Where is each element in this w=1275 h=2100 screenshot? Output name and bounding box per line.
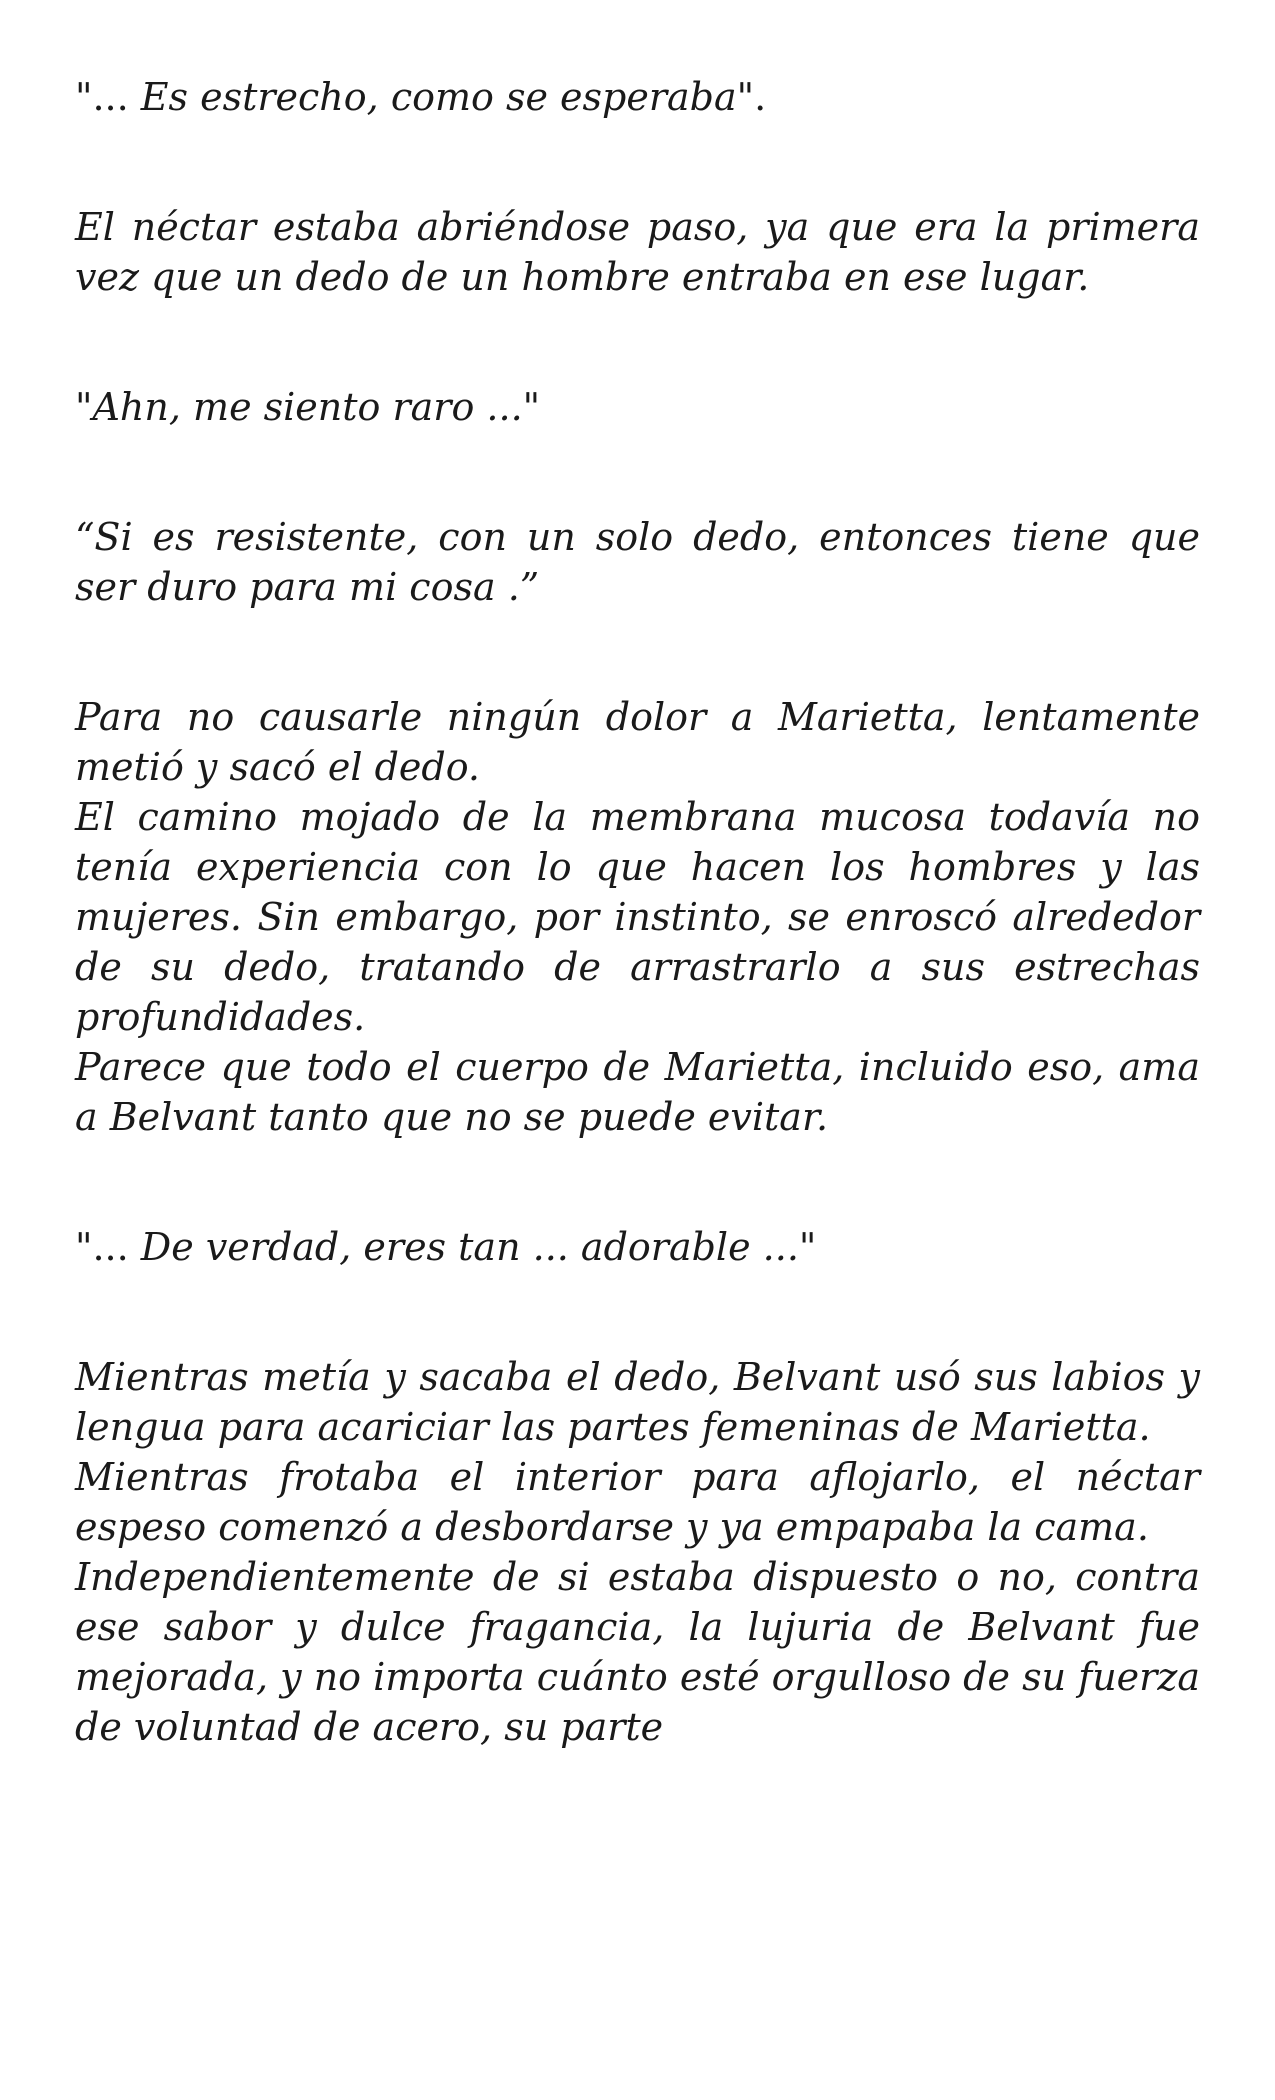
paragraph-3: Para no causarle ningún dolor a Marietta, lentamente metió y sacó el dedo. (75, 695, 1200, 789)
quote-close: " (798, 1225, 817, 1269)
dialogue-text: De verdad, eres tan ... adorable ... (140, 1225, 799, 1269)
document-page (75, 72, 1200, 1752)
paragraph-5: Parece que todo el cuerpo de Marietta, incluido eso, ama a Belvant tanto que no se puede evitar. (75, 1045, 1200, 1139)
dialogue-line-2 (75, 382, 1200, 432)
paragraph-1: El néctar estaba abriéndose paso, ya que era la primera vez que un dedo de un hombre entraba en ese lugar. (75, 205, 1200, 299)
dialogue-line-1 (75, 72, 1200, 122)
quote-open: " (75, 385, 93, 429)
quote-open: "... (75, 75, 141, 119)
dialogue-line-3 (75, 1222, 1200, 1272)
quote-open: "... (75, 1225, 141, 1269)
paragraph-2: “Si es resistente, con un solo dedo, entonces tiene que ser duro para mi cosa .” (75, 515, 1200, 609)
dialogue-text: Ahn, me siento raro ... (92, 385, 523, 429)
dialogue-text: Es estrecho, como se esperaba (140, 75, 737, 119)
paragraph-8: Independientemente de si estaba dispuesto o no, contra ese sabor y dulce fragancia, la lujuria de Belvant fue mejorada, y no importa cuánto esté orgulloso de su fuerza de voluntad de acero, su parte (75, 1555, 1200, 1749)
paragraph-4: El camino mojado de la membrana mucosa todavía no tenía experiencia con lo que hacen los hombres y las mujeres. Sin embargo, por instinto, se enroscó alrededor de su dedo, tratando de arrastrarlo a sus estrechas profundidades. (75, 795, 1200, 1039)
quote-close: ". (736, 75, 767, 119)
paragraph-6: Mientras metía y sacaba el dedo, Belvant usó sus labios y lengua para acariciar las partes femeninas de Marietta. (75, 1355, 1200, 1449)
paragraph-7: Mientras frotaba el interior para aflojarlo, el néctar espeso comenzó a desbordarse y ya empapaba la cama. (75, 1455, 1200, 1549)
quote-close: " (522, 385, 541, 429)
